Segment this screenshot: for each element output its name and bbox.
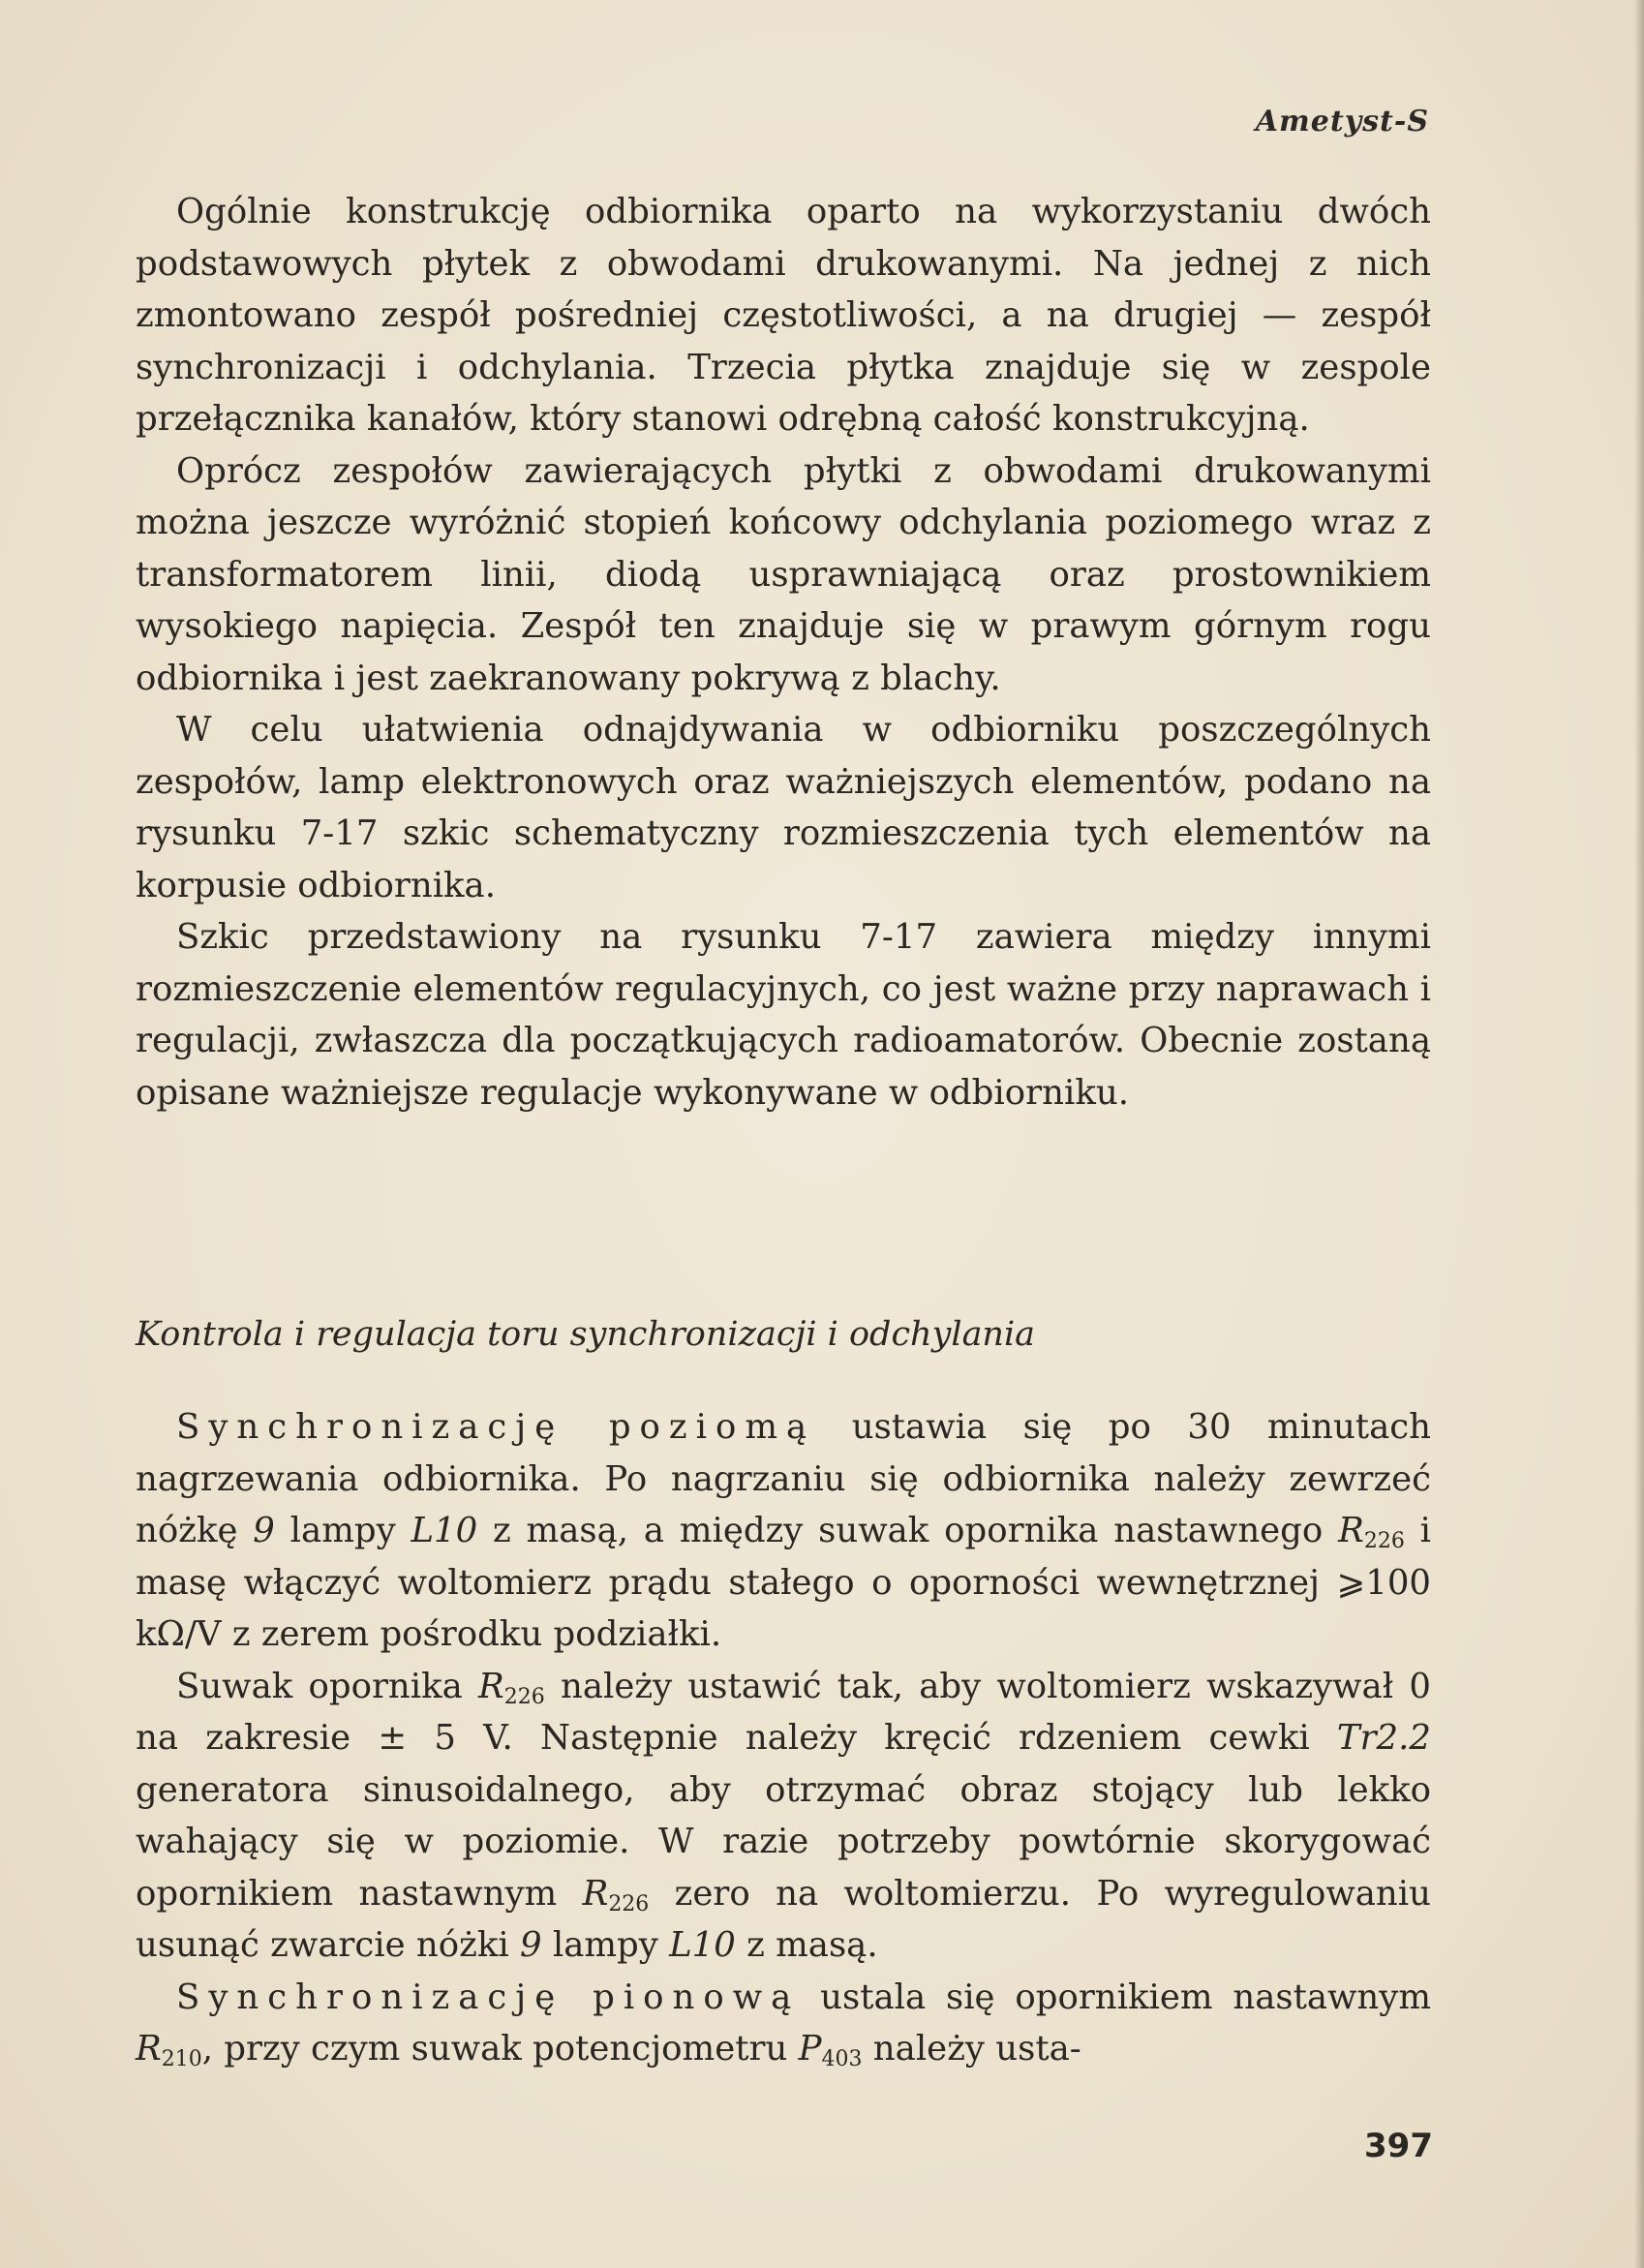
text-run: należy usta- [862,2029,1081,2069]
text-run: generatora sinusoidalnego, aby otrzymać obraz stojący lub lekko wahający się w poziomie. W razie potrzeby powtórnie skorygować opornikiem nastawnym [136,1769,1431,1914]
resistor-subscript: 226 [608,1891,650,1916]
text-run: ustala się opornikiem nastawnym [800,1977,1431,2017]
section-heading: Kontrola i regulacja toru synchronizacji i odchylania [136,1315,1036,1354]
text-run: z masą, a między suwak opornika nastawnego [477,1511,1339,1550]
text-run: i masę włączyć woltomierz prądu stałego o oporności wewnętrznej [136,1511,1432,1603]
coil-label: Tr2.2 [1336,1718,1431,1758]
resistor-symbol: R [582,1873,609,1914]
page-edge-shadow [1634,0,1644,2268]
paragraph-1: Ogólnie konstrukcję odbiornika oparto na wykorzystaniu dwóch podstawowych płytek z obwodami drukowanymi. Na jednej z nich zmontowano zespół pośredniej częstotliwości, a na drugiej — zespół synchronizacji i odchylania. Trzecia płytka znajduje się w zespole przełącznika kanałów, który stanowi odrębną całość konstrukcyjną. [136,192,1431,439]
resistor-subscript: 210 [161,2047,202,2071]
text-run: 100 kΩ/V z zerem pośrodku podziałki. [136,1562,1431,1654]
paragraph-5 [136,1401,1431,1661]
page-number: 397 [1364,2127,1433,2165]
text-run: ustawia się po 30 minutach nagrzewania odbiornika. Po nagrzaniu się odbiornika należy zewrzeć nóżkę [136,1407,1431,1550]
resistor-symbol: R [136,2029,162,2069]
text-run: zero na woltomierzu. Po wyregulowaniu usunąć zwarcie nóżki [136,1873,1431,1965]
resistor-subscript: 226 [503,1684,545,1709]
lamp-label: L10 [411,1511,478,1550]
spaced-emphasis: Synchronizację pionową [176,1977,801,2017]
pin-number: 9 [253,1511,275,1550]
pin-number: 9 [519,1925,542,1965]
body-text-top [136,186,1431,1119]
paragraph-2: Oprócz zespołów zawierających płytki z obwodami drukowanymi można jeszcze wyróżnić stopień końcowy odchylania poziomego wraz z transformatorem linii, diodą usprawniającą oraz prostownikiem wysokiego napięcia. Zespół ten znajduje się w prawym górnym rogu odbiornika i jest zaekranowany pokrywą z blachy. [136,450,1431,698]
resistor-subscript: 226 [1363,1529,1405,1553]
greater-equal-symbol: ⩾ [1336,1562,1366,1603]
paragraph-7 [136,1972,1431,2075]
resistor-symbol: R [1338,1511,1364,1550]
body-text-bottom [136,1401,1431,2075]
text-run: z masą. [735,1925,878,1965]
spaced-emphasis: Synchronizację poziomą [176,1407,816,1447]
paragraph-6 [136,1661,1431,1972]
text-run: lampy [541,1925,670,1965]
potentiometer-subscript: 403 [821,2047,863,2071]
text-run: należy ustawić tak, aby woltomierz wskazywał 0 na zakresie ± 5 V. Następnie należy kręcić rdzeniem cewki [136,1666,1431,1758]
running-head: Ametyst-S [1255,105,1429,138]
text-run: , przy czym suwak potencjometru [201,2029,799,2069]
text-run: Suwak opornika [176,1666,479,1706]
lamp-label: L10 [669,1925,736,1965]
resistor-symbol: R [478,1666,504,1706]
potentiometer-symbol: P [798,2029,822,2069]
paragraph-3: W celu ułatwienia odnajdywania w odbiorniku poszczególnych zespołów, lamp elektronowych oraz ważniejszych elementów, podano na rysunku 7-17 szkic schematyczny rozmieszczenia tych elementów na korpusie odbiornika. [136,710,1431,905]
paragraph-4: Szkic przedstawiony na rysunku 7-17 zawiera między innymi rozmieszczenie elementów regulacyjnych, co jest ważne przy naprawach i regulacji, zwłaszcza dla początkujących radioamatorów. Obecnie zostaną opisane ważniejsze regulacje wykonywane w odbiorniku. [136,917,1431,1113]
text-run: lampy [274,1511,411,1550]
